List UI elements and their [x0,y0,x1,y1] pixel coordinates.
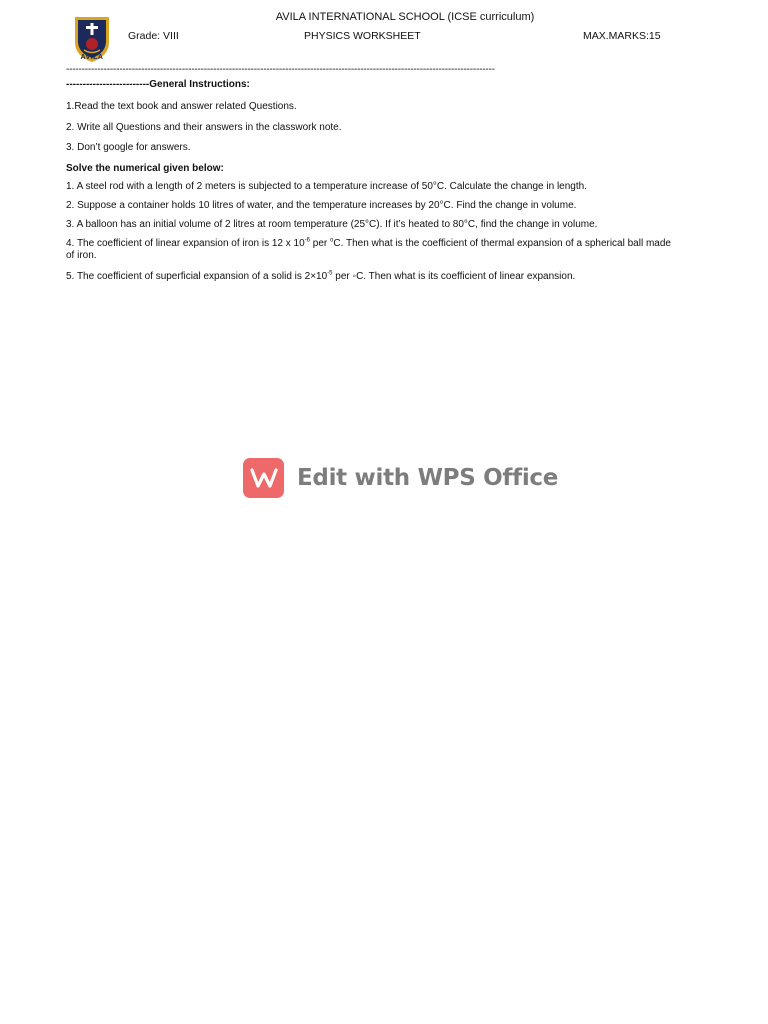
instructions-heading-dashes: ------------------------- [66,79,150,90]
question-4-part-b: per [310,238,331,249]
max-marks-label: MAX.MARKS:15 [583,30,661,42]
instruction-item-3: 3. Don’t google for answers. [66,142,191,153]
question-5-part-b: per ◦C. Then what is its coefficient of linear expansion. [332,271,576,282]
wps-logo-icon [243,458,284,498]
grade-label: Grade: VIII [128,30,179,42]
question-4-part-a: 4. The coefficient of linear expansion of iron is 12 x 10 [66,238,305,249]
instructions-heading-text: General Instructions: [149,79,250,90]
question-5-part-a: 5. The coefficient of superficial expansion of a solid is 2×10 [66,271,328,282]
logo-caption: AVILA [80,54,104,61]
instructions-heading [66,79,250,91]
school-name: AVILA INTERNATIONAL SCHOOL (ICSE curriculum) [275,11,535,23]
question-5 [66,271,575,283]
instruction-item-2: 2. Write all Questions and their answers in the classwork note. [66,122,342,133]
question-4-exponent: -6 [304,237,311,244]
question-4-part-c: C. Then what is the coefficient of thermal expansion of a spherical ball made of iron. [66,238,671,261]
wps-watermark [243,458,558,498]
question-5-exponent: -5 [327,270,333,277]
question-4-degree: o [330,237,334,244]
wps-watermark-text: Edit with WPS Office [297,465,559,491]
question-1: 1. A steel rod with a length of 2 meters is subjected to a temperature increase of 50°C. Calculate the change in length. [66,181,587,192]
numericals-heading: Solve the numerical given below: [66,163,224,174]
instruction-item-1: 1.Read the text book and answer related Questions. [66,101,297,112]
worksheet-title: PHYSICS WORKSHEET [304,30,421,42]
header-divider: ----------------------------------------------------------------------------------------------------------------------------------------- [66,64,495,75]
question-3: 3. A balloon has an initial volume of 2 litres at room temperature (25°C). If it’s heated to 80°C, find the change in volume. [66,219,598,230]
question-4 [66,238,676,262]
question-2: 2. Suppose a container holds 10 litres of water, and the temperature increases by 20°C. Find the change in volume. [66,200,577,211]
